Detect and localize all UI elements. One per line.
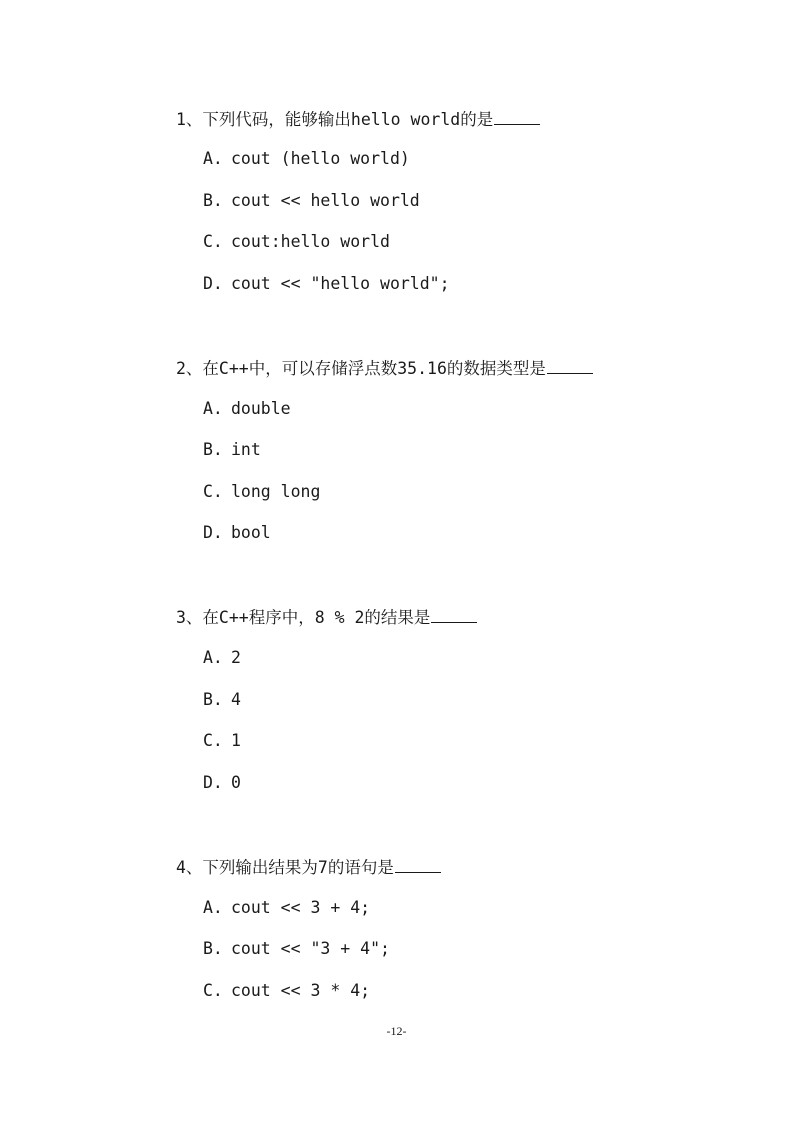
option-d bbox=[203, 521, 271, 545]
option-a bbox=[203, 646, 241, 670]
question-stem bbox=[176, 106, 540, 130]
question-stem bbox=[176, 355, 593, 379]
option-c bbox=[203, 230, 390, 254]
option-letter: D. bbox=[203, 274, 223, 293]
answer-blank bbox=[395, 854, 441, 873]
option-c bbox=[203, 979, 370, 1003]
option-letter: A. bbox=[203, 898, 223, 917]
option-text: cout << "3 + 4"; bbox=[231, 939, 390, 958]
option-letter: A. bbox=[203, 149, 223, 168]
option-letter: D. bbox=[203, 773, 223, 792]
question-stem-text: 4、下列输出结果为7的语句是 bbox=[176, 858, 394, 877]
option-d bbox=[203, 272, 450, 296]
option-text: bool bbox=[231, 523, 271, 542]
question-stem-text: 2、在C++中，可以存储浮点数35.16的数据类型是 bbox=[176, 359, 546, 378]
option-letter: A. bbox=[203, 648, 223, 667]
option-letter: B. bbox=[203, 939, 223, 958]
option-text: double bbox=[231, 399, 291, 418]
option-b bbox=[203, 189, 420, 213]
option-letter: B. bbox=[203, 690, 223, 709]
question-stem-text: 1、下列代码，能够输出hello world的是 bbox=[176, 110, 494, 129]
option-b bbox=[203, 438, 261, 462]
option-text: cout << hello world bbox=[231, 191, 420, 210]
option-c bbox=[203, 729, 241, 753]
option-c bbox=[203, 480, 320, 504]
question-stem-text: 3、在C++程序中，8 % 2的结果是 bbox=[176, 608, 431, 627]
option-letter: B. bbox=[203, 191, 223, 210]
option-b bbox=[203, 688, 241, 712]
answer-blank bbox=[431, 604, 477, 623]
answer-blank bbox=[494, 106, 540, 125]
question-stem bbox=[176, 854, 441, 878]
page-number: -12- bbox=[386, 1024, 407, 1038]
option-letter: D. bbox=[203, 523, 223, 542]
option-letter: A. bbox=[203, 399, 223, 418]
option-letter: C. bbox=[203, 482, 223, 501]
question-stem bbox=[176, 604, 477, 628]
option-text: 0 bbox=[231, 773, 241, 792]
option-text: 1 bbox=[231, 731, 241, 750]
option-text: cout << 3 * 4; bbox=[231, 981, 371, 1000]
option-text: cout << 3 + 4; bbox=[231, 898, 371, 917]
option-text: cout:hello world bbox=[231, 232, 390, 251]
option-text: cout (hello world) bbox=[231, 149, 410, 168]
option-letter: C. bbox=[203, 981, 223, 1000]
option-letter: C. bbox=[203, 232, 223, 251]
option-a bbox=[203, 397, 291, 421]
option-text: cout << "hello world"; bbox=[231, 274, 450, 293]
option-a bbox=[203, 896, 370, 920]
option-letter: C. bbox=[203, 731, 223, 750]
option-d bbox=[203, 771, 241, 795]
option-b bbox=[203, 937, 390, 961]
option-a bbox=[203, 147, 410, 171]
option-text: int bbox=[231, 440, 261, 459]
option-text: 2 bbox=[231, 648, 241, 667]
option-text: long long bbox=[231, 482, 321, 501]
option-text: 4 bbox=[231, 690, 241, 709]
answer-blank bbox=[547, 355, 593, 374]
option-letter: B. bbox=[203, 440, 223, 459]
